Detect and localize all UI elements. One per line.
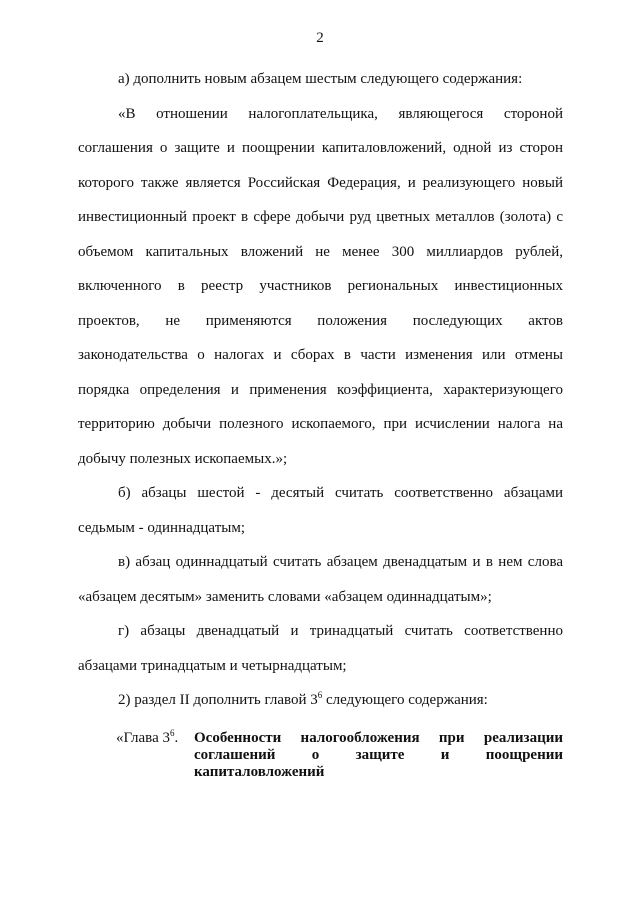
page-number: 2 bbox=[316, 30, 324, 46]
chapter-title-line-1: Особенности налогообложения при реализации bbox=[194, 729, 563, 746]
chapter-title-line-2: соглашений о защите и поощрении bbox=[194, 746, 563, 763]
item2-text-before: 2) раздел II дополнить главой 3 bbox=[118, 692, 318, 708]
document-body bbox=[78, 62, 563, 781]
chapter-label-text: «Глава 3 bbox=[116, 729, 170, 746]
paragraph-v: в) абзац одиннадцатый считать абзацем двенадцатым и в нем слова «абзацем десятым» заменить словами «абзацем одиннадцатым»; bbox=[78, 554, 563, 605]
paragraph-a: а) дополнить новым абзацем шестым следующего содержания: bbox=[118, 71, 523, 87]
paragraph-b: б) абзацы шестой - десятый считать соответственно абзацами седьмым - одиннадцатым; bbox=[78, 485, 563, 536]
chapter-label-dot: . bbox=[174, 729, 179, 746]
paragraph-item-2 bbox=[78, 683, 563, 718]
chapter-label-superscript: 6 bbox=[169, 727, 175, 738]
paragraph-quote: «В отношении налогоплательщика, являющегося стороной соглашения о защите и поощрении капиталовложений, одной из сторон которого также является Российская Федерация, и реализующего новый инвестиционный проект в сфере добычи руд цветных металлов (золота) с объемом капитальных вложений не менее 300 миллиардов рублей, включенного в реестр участников региональных инвестиционных проектов, не применяются положения последующих актов законодательства о налогах и сборах в части изменения или отмены порядка определения и применения коэффициента, характеризующего территорию добычи полезного ископаемого, при исчислении налога на добычу полезных ископаемых.»; bbox=[78, 105, 563, 467]
chapter-heading bbox=[78, 727, 563, 781]
item2-text-after: следующего содержания: bbox=[322, 692, 488, 708]
paragraph-g: г) абзацы двенадцатый и тринадцатый считать соответственно абзацами тринадцатым и четырнадцатым; bbox=[78, 623, 563, 674]
item2-superscript: 6 bbox=[317, 690, 323, 700]
chapter-label bbox=[76, 727, 194, 781]
chapter-title-line-3: капиталовложений bbox=[194, 763, 325, 780]
chapter-title bbox=[194, 730, 563, 781]
